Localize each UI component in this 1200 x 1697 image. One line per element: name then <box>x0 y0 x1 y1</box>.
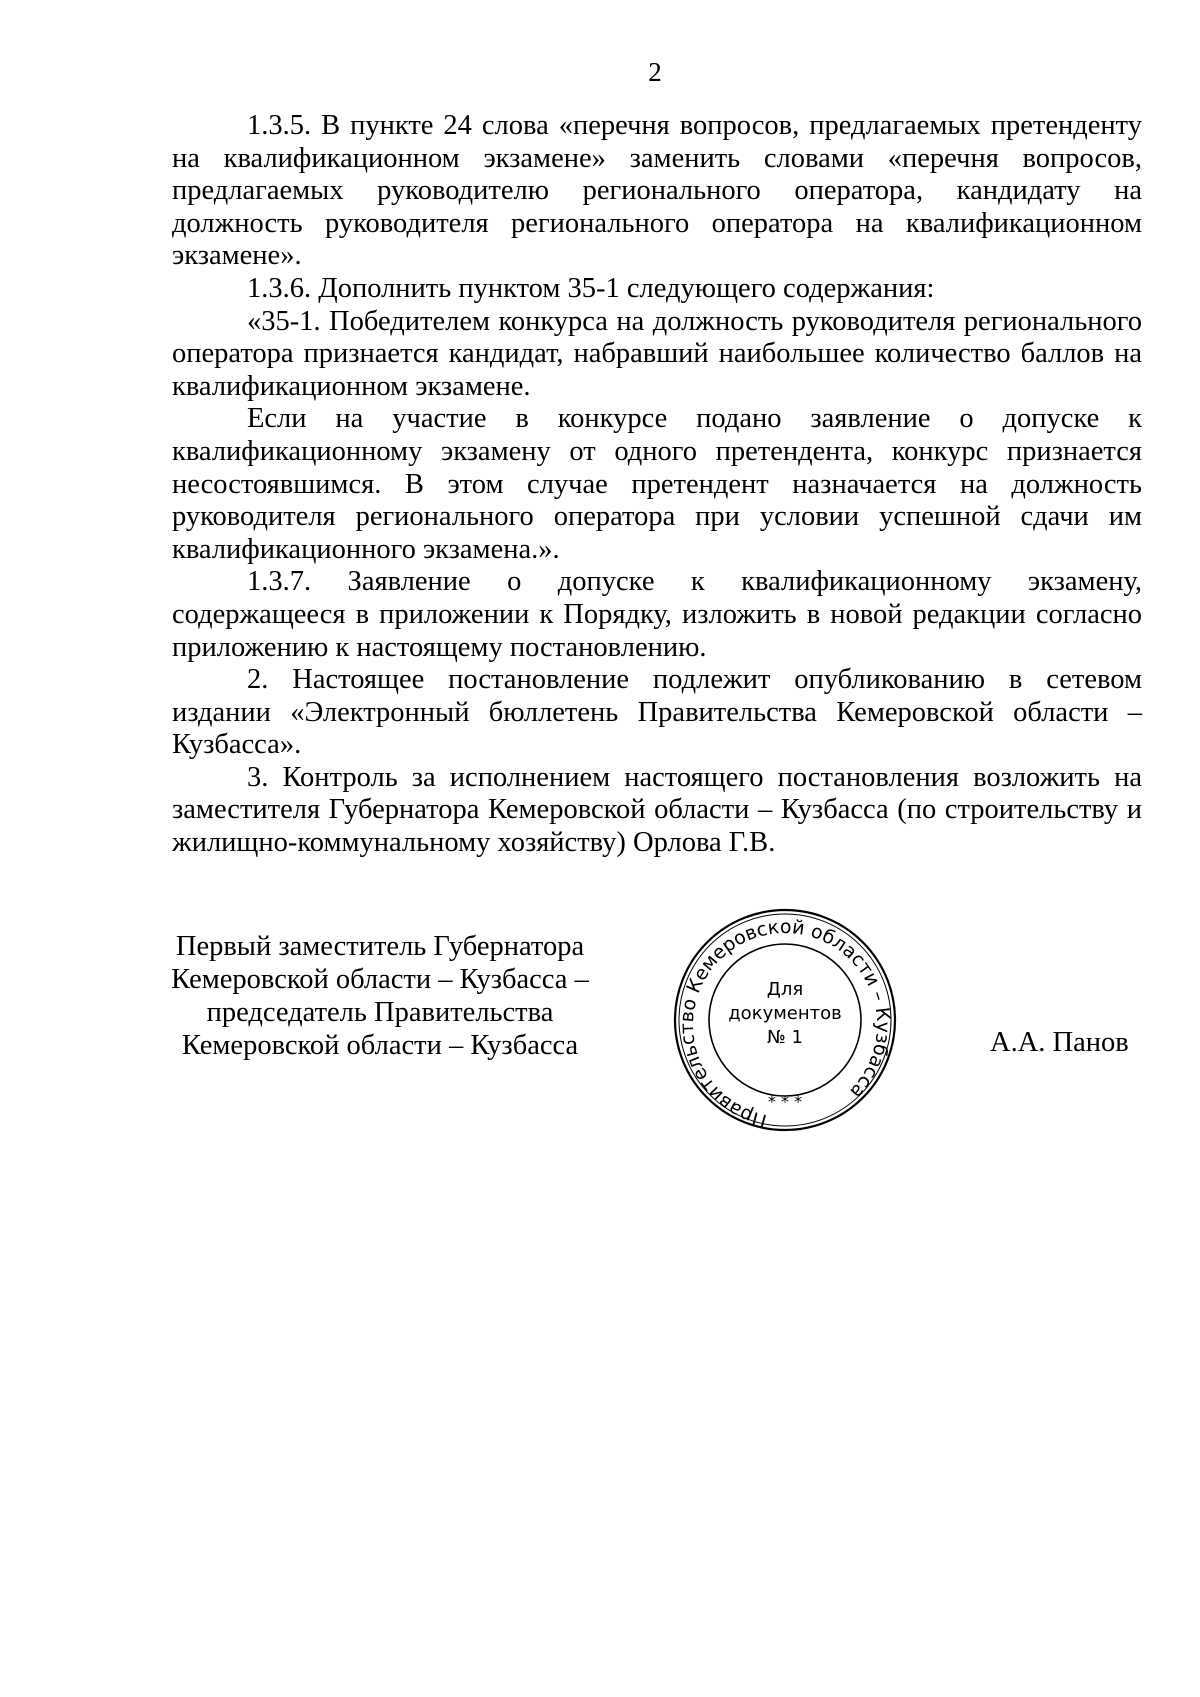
paragraph-1-3-5: 1.3.5. В пункте 24 слова «перечня вопросов, предлагаемых претенденту на квалификационном экзамене» заменить словами «перечня вопросов, предлагаемых руководителю регионального оператора, кандидату на должность руководителя регионального оператора на квалификационном экзамене». <box>172 110 1142 272</box>
stamp-bottom-mark: * * * <box>767 1092 803 1111</box>
paragraph-1-3-7: 1.3.7. Заявление о допуске к квалификационному экзамену, содержащееся в приложении к Порядку, изложить в новой редакции согласно приложению к настоящему постановлению. <box>172 566 1142 663</box>
paragraph-1-3-6: 1.3.6. Дополнить пунктом 35-1 следующего содержания: <box>247 272 935 304</box>
signatory-position-line: Первый заместитель Губернатора <box>175 931 585 962</box>
signatory-position-line: председатель Правительства <box>206 997 554 1028</box>
stamp-ring-text: Правительство Кемеровской области – Кузбасса <box>675 915 895 1133</box>
document-body <box>172 110 1142 860</box>
paragraph-2-publication: 2. Настоящее постановление подлежит опубликованию в сетевом издании «Электронный бюллетень Правительства Кемеровской области – Кузбасса». <box>172 664 1142 761</box>
paragraph-35-1: «35-1. Победителем конкурса на должность руководителя регионального оператора признается кандидат, набравший наибольшее количество баллов на квалификационном экзамене. <box>172 305 1142 402</box>
signatory-position-line: Кемеровской области – Кузбасса – <box>171 964 589 995</box>
paragraph-single-applicant: Если на участие в конкурсе подано заявление о допуске к квалификационному экзамену от одного претендента, конкурс признается несостоявшимся. В этом случае претендент назначается на должность руководителя регионального оператора при условии успешной сдачи им квалификационного экзамена.». <box>172 403 1142 565</box>
paragraph-3-control: 3. Контроль за исполнением настоящего постановления возложить на заместителя Губернатора Кемеровской области – Кузбасса (по строительству и жилищно-коммунальному хозяйству) Орлова Г.В. <box>172 761 1142 859</box>
page-number: 2 <box>648 57 662 87</box>
stamp-center-line: документов <box>728 1003 842 1024</box>
signatory-position <box>150 930 610 1062</box>
stamp-graphic <box>665 905 905 1135</box>
signatory-position-line: Кемеровской области – Кузбасса <box>181 1030 579 1061</box>
official-stamp <box>665 905 905 1135</box>
stamp-center-line: Для <box>766 979 804 1000</box>
signatory-name: А.А. Панов <box>990 1027 1129 1058</box>
stamp-center-line: № 1 <box>767 1027 803 1048</box>
